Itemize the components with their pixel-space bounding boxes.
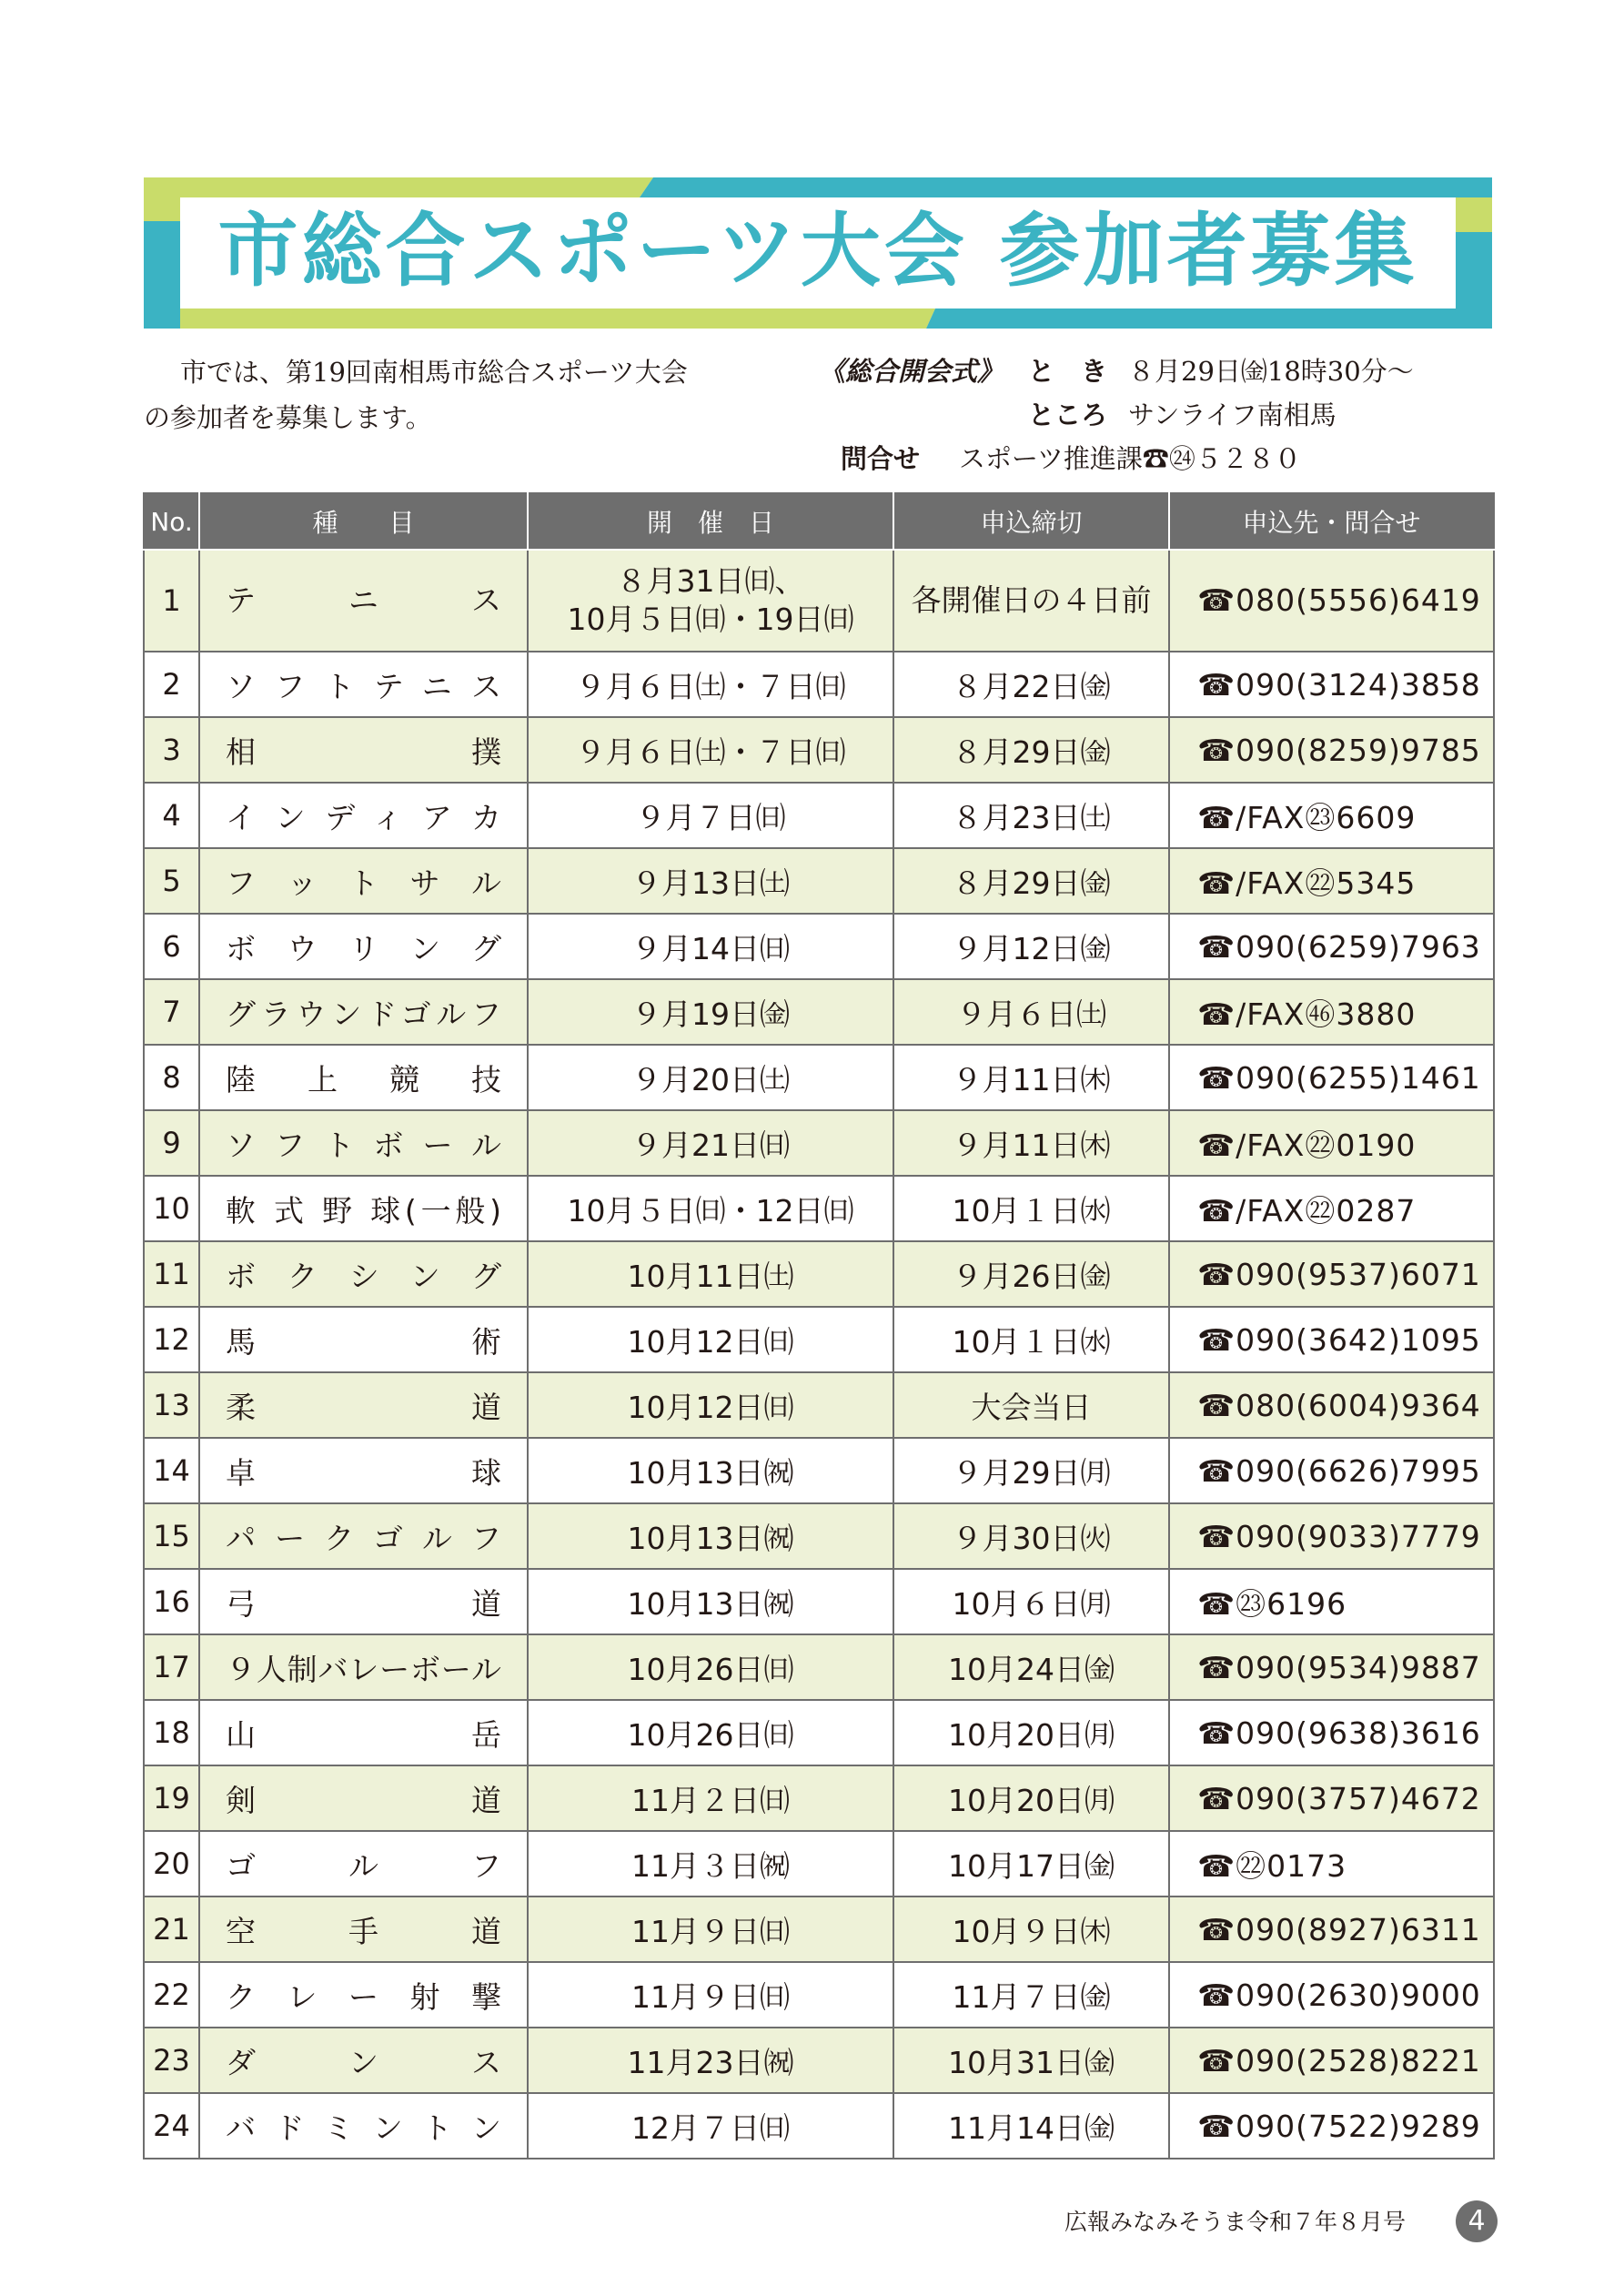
row-number: 14 (144, 1438, 199, 1503)
contact-info: ☎090(9033)7779 (1169, 1503, 1494, 1569)
sport-name-text: 軟 式 野 球(一般) (226, 1192, 501, 1229)
sport-name-text: 卓 球 (226, 1454, 501, 1491)
contact-info: ☎090(2630)9000 (1169, 1962, 1494, 2028)
row-number: 7 (144, 979, 199, 1045)
contact-info: ☎㉒0173 (1169, 1831, 1494, 1896)
header-contact: 申込先・問合せ (1169, 493, 1494, 550)
application-deadline: ８月23日㈯ (893, 783, 1169, 848)
application-deadline: ８月29日㈮ (893, 717, 1169, 783)
table-row (144, 1110, 1494, 1176)
table-header-row (144, 493, 1494, 550)
sport-name-text: バドミントン (226, 2109, 501, 2146)
row-number: 22 (144, 1962, 199, 2028)
application-deadline: 10月24日㈮ (893, 1634, 1169, 1700)
where-label: ところ (1028, 400, 1108, 430)
header-deadline: 申込締切 (893, 493, 1169, 550)
intro-line-1: 市では、第19回南相馬市総合スポーツ大会 (180, 357, 688, 388)
contact-info: ☎/FAX㉒0190 (1169, 1110, 1494, 1176)
application-deadline: 10月１日㈬ (893, 1176, 1169, 1241)
event-date: 10月26日㈰ (528, 1634, 893, 1700)
event-date: 11月９日㈰ (528, 1962, 893, 2028)
sport-name (199, 2093, 528, 2159)
sport-name (199, 652, 528, 717)
table-row (144, 1765, 1494, 1831)
event-date: ９月19日㈮ (528, 979, 893, 1045)
event-date: 11月９日㈰ (528, 1896, 893, 1962)
where-value: サンライフ南相馬 (1128, 400, 1337, 430)
row-number: 21 (144, 1896, 199, 1962)
application-deadline: ９月11日㈭ (893, 1045, 1169, 1110)
application-deadline: ９月30日㈫ (893, 1503, 1169, 1569)
table-row (144, 1307, 1494, 1372)
application-deadline: ９月26日㈮ (893, 1241, 1169, 1307)
contact-info: ☎/FAX㉓6609 (1169, 783, 1494, 848)
sport-name-text: 馬 術 (226, 1323, 501, 1360)
row-number: 16 (144, 1569, 199, 1634)
header-date: 開 催 日 (528, 493, 893, 550)
application-deadline: ９月29日㈪ (893, 1438, 1169, 1503)
event-date: 10月26日㈰ (528, 1700, 893, 1765)
sport-name-text: 山 岳 (226, 1716, 501, 1753)
event-date: 10月５日㈰・12日㈰ (528, 1176, 893, 1241)
sport-name (199, 1569, 528, 1634)
application-deadline: 10月１日㈬ (893, 1307, 1169, 1372)
sport-name-text: グラウンドゴルフ (226, 996, 501, 1032)
table-row (144, 1503, 1494, 1569)
application-deadline: ８月22日㈮ (893, 652, 1169, 717)
sport-name (199, 717, 528, 783)
contact-info: ☎090(8927)6311 (1169, 1896, 1494, 1962)
event-date: 11月２日㈰ (528, 1765, 893, 1831)
row-number: 5 (144, 848, 199, 914)
sport-name (199, 1110, 528, 1176)
sport-name-text: ク レ ー 射 撃 (226, 1978, 501, 2015)
table-row (144, 1176, 1494, 1241)
intro-line-2: の参加者を募集します。 (144, 402, 432, 433)
table-row (144, 652, 1494, 717)
table-row (144, 1045, 1494, 1110)
ceremony-info (819, 349, 1510, 480)
row-number: 10 (144, 1176, 199, 1241)
sport-name (199, 1962, 528, 2028)
contact-info: ☎㉓6196 (1169, 1569, 1494, 1634)
sport-name (199, 1045, 528, 1110)
sport-name (199, 1372, 528, 1438)
table-row (144, 914, 1494, 979)
event-date: 10月11日㈯ (528, 1241, 893, 1307)
sport-name-text: 弓 道 (226, 1585, 501, 1622)
event-date-line-1: ８月31日㈰、 (616, 563, 805, 599)
application-deadline: ８月29日㈮ (893, 848, 1169, 914)
ceremony-when-row (819, 349, 1510, 393)
contact-info: ☎090(8259)9785 (1169, 717, 1494, 783)
table-row (144, 979, 1494, 1045)
event-date: 11月23日㈷ (528, 2028, 893, 2093)
sport-name (199, 914, 528, 979)
sport-name-text: テ ニ ス (226, 582, 501, 618)
row-number: 17 (144, 1634, 199, 1700)
table-row (144, 1896, 1494, 1962)
sport-name (199, 1503, 528, 1569)
table-row (144, 1634, 1494, 1700)
application-deadline: 10月31日㈮ (893, 2028, 1169, 2093)
sport-name-text: ゴ ル フ (226, 1847, 501, 1884)
application-deadline: 11月７日㈮ (893, 1962, 1169, 2028)
event-date: ９月６日㈯・７日㈰ (528, 652, 893, 717)
table-row (144, 1241, 1494, 1307)
sport-name (199, 1700, 528, 1765)
table-row (144, 1372, 1494, 1438)
sport-name-text: 相 撲 (226, 733, 501, 770)
sport-name (199, 1307, 528, 1372)
row-number: 6 (144, 914, 199, 979)
sport-name-text: ダ ン ス (226, 2044, 501, 2080)
contact-info: ☎090(6255)1461 (1169, 1045, 1494, 1110)
table-row (144, 2028, 1494, 2093)
row-number: 24 (144, 2093, 199, 2159)
event-date: 10月12日㈰ (528, 1307, 893, 1372)
table-row (144, 848, 1494, 914)
application-deadline: 10月20日㈪ (893, 1700, 1169, 1765)
title-banner (144, 177, 1492, 329)
table-row (144, 1700, 1494, 1765)
application-deadline: 10月９日㈭ (893, 1896, 1169, 1962)
row-number: 20 (144, 1831, 199, 1896)
sport-name-text: フ ッ ト サ ル (226, 865, 501, 901)
sport-name-text: 剣 道 (226, 1782, 501, 1818)
event-date (528, 550, 893, 652)
event-date: 11月３日㈷ (528, 1831, 893, 1896)
sport-name-text: ソフトテニス (226, 668, 501, 704)
sport-name-text: ボウリング (226, 930, 501, 966)
event-date: 10月13日㈷ (528, 1503, 893, 1569)
row-number: 15 (144, 1503, 199, 1569)
sport-name-text: ボクシング (226, 1258, 501, 1294)
row-number: 23 (144, 2028, 199, 2093)
sport-name-text: ９人制バレーボール (226, 1651, 501, 1687)
event-date: 10月12日㈰ (528, 1372, 893, 1438)
sport-name (199, 1831, 528, 1896)
sport-name (199, 1241, 528, 1307)
application-deadline: 10月17日㈮ (893, 1831, 1169, 1896)
event-date: ９月７日㈰ (528, 783, 893, 848)
contact-info: ☎/FAX㊻3880 (1169, 979, 1494, 1045)
application-deadline: 11月14日㈮ (893, 2093, 1169, 2159)
row-number: 18 (144, 1700, 199, 1765)
publication-footer: 広報みなみそうま令和７年８月号 (1064, 2209, 1407, 2235)
table-body (144, 550, 1494, 2159)
row-number: 3 (144, 717, 199, 783)
application-deadline: 10月20日㈪ (893, 1765, 1169, 1831)
page-title: 市総合スポーツ大会 参加者募集 (217, 204, 1418, 298)
row-number: 13 (144, 1372, 199, 1438)
contact-info: ☎090(6259)7963 (1169, 914, 1494, 979)
when-value: ８月29日㈮18時30分～ (1128, 356, 1414, 387)
sport-name-text: 陸 上 競 技 (226, 1061, 501, 1097)
event-date: ９月20日㈯ (528, 1045, 893, 1110)
when-label: と き (1028, 356, 1108, 387)
application-deadline: 各開催日の４日前 (893, 550, 1169, 652)
row-number: 1 (144, 550, 199, 652)
ceremony-label: 《総合開会式》 (819, 356, 1004, 387)
row-number: 8 (144, 1045, 199, 1110)
sport-name (199, 1765, 528, 1831)
application-deadline: 大会当日 (893, 1372, 1169, 1438)
sport-name (199, 2028, 528, 2093)
contact-info: ☎090(9537)6071 (1169, 1241, 1494, 1307)
contact-info: ☎/FAX㉒5345 (1169, 848, 1494, 914)
ceremony-where-row (819, 393, 1510, 437)
table-row (144, 550, 1494, 652)
event-date: ９月13日㈯ (528, 848, 893, 914)
row-number: 11 (144, 1241, 199, 1307)
sport-name-text: ソフトボール (226, 1127, 501, 1163)
sport-name (199, 979, 528, 1045)
table-row (144, 783, 1494, 848)
sport-name (199, 1176, 528, 1241)
sport-name (199, 1438, 528, 1503)
contact-info: ☎090(3757)4672 (1169, 1765, 1494, 1831)
event-date: 10月13日㈷ (528, 1569, 893, 1634)
contact-info: ☎090(3124)3858 (1169, 652, 1494, 717)
sport-name (199, 550, 528, 652)
contact-info: ☎090(2528)8221 (1169, 2028, 1494, 2093)
contact-info: ☎090(7522)9289 (1169, 2093, 1494, 2159)
contact-info: ☎080(6004)9364 (1169, 1372, 1494, 1438)
sport-name (199, 848, 528, 914)
contact-info: ☎080(5556)6419 (1169, 550, 1494, 652)
intro-text (144, 349, 817, 440)
contact-info: ☎090(6626)7995 (1169, 1438, 1494, 1503)
sport-name-text: インディアカ (226, 799, 501, 835)
application-deadline: 10月６日㈪ (893, 1569, 1169, 1634)
table-row (144, 1569, 1494, 1634)
sport-name (199, 783, 528, 848)
table-row (144, 2093, 1494, 2159)
row-number: 19 (144, 1765, 199, 1831)
sports-table (143, 492, 1495, 2159)
event-date: ９月21日㈰ (528, 1110, 893, 1176)
table-row (144, 717, 1494, 783)
event-date-line-2: 10月５日㈰・19日㈰ (567, 602, 854, 637)
page-number: 4 (1456, 2200, 1498, 2242)
application-deadline: ９月11日㈭ (893, 1110, 1169, 1176)
sport-name (199, 1896, 528, 1962)
event-date: 10月13日㈷ (528, 1438, 893, 1503)
sport-name-text: パークゴルフ (226, 1520, 501, 1556)
inquiry-value: スポーツ推進課☎㉔５２８０ (959, 443, 1301, 474)
title-box (180, 197, 1456, 305)
table-row (144, 1438, 1494, 1503)
table-row (144, 1962, 1494, 2028)
event-date: ９月14日㈰ (528, 914, 893, 979)
application-deadline: ９月12日㈮ (893, 914, 1169, 979)
event-date: 12月７日㈰ (528, 2093, 893, 2159)
application-deadline: ９月６日㈯ (893, 979, 1169, 1045)
row-number: 2 (144, 652, 199, 717)
contact-info: ☎/FAX㉒0287 (1169, 1176, 1494, 1241)
row-number: 9 (144, 1110, 199, 1176)
inquiry-label: 問合せ (841, 443, 921, 474)
event-date: ９月６日㈯・７日㈰ (528, 717, 893, 783)
sport-name-text: 柔 道 (226, 1389, 501, 1425)
row-number: 4 (144, 783, 199, 848)
contact-info: ☎090(9638)3616 (1169, 1700, 1494, 1765)
header-sport: 種 目 (199, 493, 528, 550)
contact-info: ☎090(3642)1095 (1169, 1307, 1494, 1372)
table-row (144, 1831, 1494, 1896)
contact-info: ☎090(9534)9887 (1169, 1634, 1494, 1700)
row-number: 12 (144, 1307, 199, 1372)
sport-name (199, 1634, 528, 1700)
inquiry-row (819, 437, 1510, 480)
sport-name-text: 空 手 道 (226, 1913, 501, 1949)
header-no: No. (144, 493, 199, 550)
